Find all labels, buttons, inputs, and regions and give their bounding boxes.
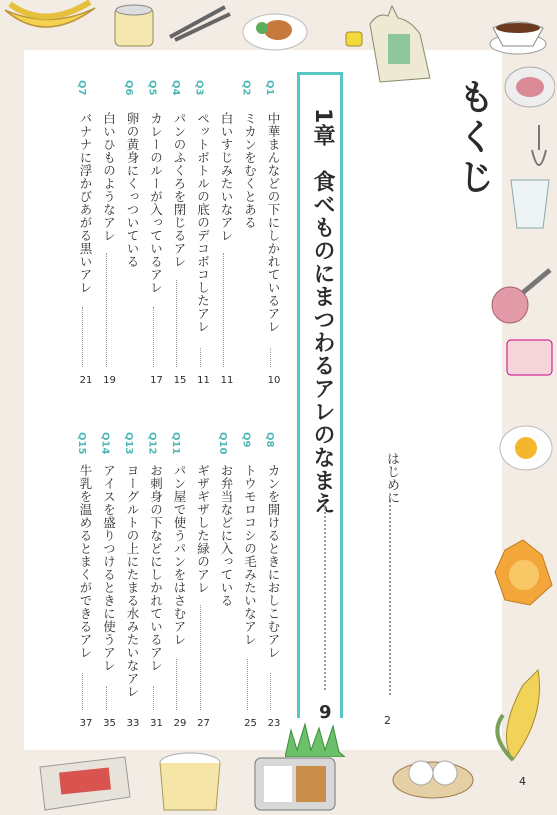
page-number: 17	[150, 375, 163, 386]
leader-dots	[200, 605, 201, 710]
leader-dots	[270, 673, 271, 711]
question-number: Q8	[264, 432, 275, 448]
corn-illustration	[478, 665, 553, 765]
toc-entry[interactable]	[264, 80, 286, 389]
toc-entry[interactable]	[241, 432, 263, 732]
page-number: 21	[79, 375, 93, 386]
question-number: Q4	[170, 80, 181, 96]
question-text: 卵の黄身にくっついている	[125, 112, 140, 268]
leader-dots	[176, 659, 177, 710]
mug-illustration	[150, 745, 240, 815]
question-text: 白いすじみたいなアレ	[219, 112, 234, 242]
leader-dots	[176, 280, 177, 367]
plate-illustration	[240, 8, 310, 53]
page-number: 27	[197, 718, 210, 729]
question-text: ミカンをむくとある	[242, 112, 258, 229]
question-text: カンを開けるときにおしこむアレ	[266, 464, 281, 659]
intro-label[interactable]: はじめに	[384, 452, 399, 504]
page-number: 19	[103, 375, 116, 386]
toc-entry[interactable]	[123, 432, 145, 732]
chapter-leader-dots	[324, 505, 326, 690]
toc-entry[interactable]	[194, 432, 216, 732]
leader-dots	[106, 253, 107, 367]
question-number: Q13	[123, 432, 134, 455]
question-text: お弁当などに入っている	[219, 464, 234, 607]
egg-illustration	[496, 420, 556, 475]
toc-entry[interactable]	[147, 80, 169, 389]
toc-entry[interactable]	[100, 80, 122, 389]
chapter-title[interactable]: 1章 食べものにまつわるアレのなまえ	[310, 108, 335, 516]
tongs-illustration	[165, 2, 235, 42]
question-number: Q6	[123, 80, 134, 96]
toc-entry[interactable]	[241, 80, 263, 389]
question-text: トウモロコシの毛みたいなアレ	[242, 464, 258, 646]
question-text: アイスを盛りつけるときに使うアレ	[101, 464, 117, 672]
can-illustration	[110, 2, 160, 50]
chapter-page-number: 9	[319, 702, 332, 723]
baran-illustration	[285, 722, 345, 757]
question-text: カレーのルーが入っているアレ	[148, 112, 164, 294]
toc-entry[interactable]	[217, 80, 239, 389]
leader-dots	[106, 686, 107, 710]
toc-entry[interactable]	[123, 80, 145, 389]
folio: 4	[519, 775, 526, 788]
question-number: Q7	[76, 80, 87, 96]
banana-illustration	[0, 0, 100, 45]
question-number: Q2	[240, 80, 252, 96]
question-number: Q3	[193, 80, 205, 96]
question-text: お刺身の下などにしかれているアレ	[148, 464, 164, 672]
question-number: Q10	[217, 432, 228, 455]
question-number: Q11	[170, 432, 181, 455]
leader-dots	[82, 307, 83, 367]
question-number: Q1	[264, 80, 275, 96]
toc-entry[interactable]	[217, 432, 239, 732]
leader-dots	[153, 686, 154, 710]
question-text: ヨーグルトの上にたまる水みたいなアレ	[125, 464, 140, 698]
toc-entry[interactable]	[76, 80, 98, 389]
question-number: Q14	[99, 432, 111, 455]
page-number: 15	[173, 375, 187, 386]
leader-dots	[153, 307, 154, 367]
leader-dots	[82, 673, 83, 711]
toc-entry[interactable]	[264, 432, 286, 732]
page-number: 35	[103, 718, 116, 729]
question-number: Q15	[76, 432, 87, 455]
intro-page-number: 2	[384, 714, 391, 727]
bread-bag-illustration	[340, 4, 440, 84]
sashimi-illustration	[30, 752, 135, 815]
ice-cream-scoop-illustration	[480, 265, 555, 340]
question-text: 中華まんなどの下にしかれているアレ	[266, 112, 281, 333]
intro-leader-dots	[389, 505, 393, 695]
leader-dots	[270, 348, 271, 368]
mandarin-illustration	[490, 530, 557, 615]
question-text: ギザギザした緑のアレ	[195, 464, 211, 594]
steamer-illustration	[385, 735, 480, 815]
question-number: Q9	[240, 432, 252, 448]
glass-cup-illustration	[505, 172, 555, 232]
leader-dots	[247, 659, 248, 710]
meat-tray-illustration	[500, 62, 555, 112]
bento-illustration	[250, 752, 340, 815]
question-number: Q5	[146, 80, 158, 96]
gravy-boat-illustration	[478, 6, 553, 66]
page-number: 11	[220, 375, 234, 386]
page-number: 31	[150, 718, 163, 729]
toc-entry[interactable]	[170, 432, 192, 732]
question-text: ペットボトルの底のデコボコしたアレ	[195, 112, 211, 333]
chapter-frame-right	[297, 72, 300, 718]
toc-entry[interactable]	[170, 80, 192, 389]
question-number: Q12	[146, 432, 158, 455]
question-text: バナナに浮かびあがる黒いアレ	[78, 112, 93, 294]
page-number: 33	[126, 718, 140, 729]
leader-dots	[200, 348, 201, 368]
leader-dots	[223, 253, 224, 367]
page-number: 29	[173, 718, 187, 729]
question-text: パンのふくろを閉じるアレ	[172, 112, 187, 268]
page-number: 23	[267, 718, 281, 729]
page-number: 10	[267, 375, 281, 386]
page-number: 11	[197, 375, 210, 386]
toc-entry[interactable]	[194, 80, 216, 389]
question-text: 牛乳を温めるとまくができるアレ	[78, 464, 93, 659]
question-text: パン屋で使うパンをはさむアレ	[172, 464, 187, 646]
question-text: 白いひものようなアレ	[101, 112, 117, 242]
toc-entry[interactable]	[76, 432, 98, 732]
page-number: 25	[244, 718, 257, 729]
chapter-frame-top	[297, 72, 343, 75]
strawberry-pack-illustration	[502, 330, 557, 385]
toc-entry[interactable]	[147, 432, 169, 732]
page-title: もくじ	[453, 78, 494, 198]
toc-entry[interactable]	[100, 432, 122, 732]
page-number: 37	[79, 718, 93, 729]
chapter-frame-left	[340, 72, 343, 718]
